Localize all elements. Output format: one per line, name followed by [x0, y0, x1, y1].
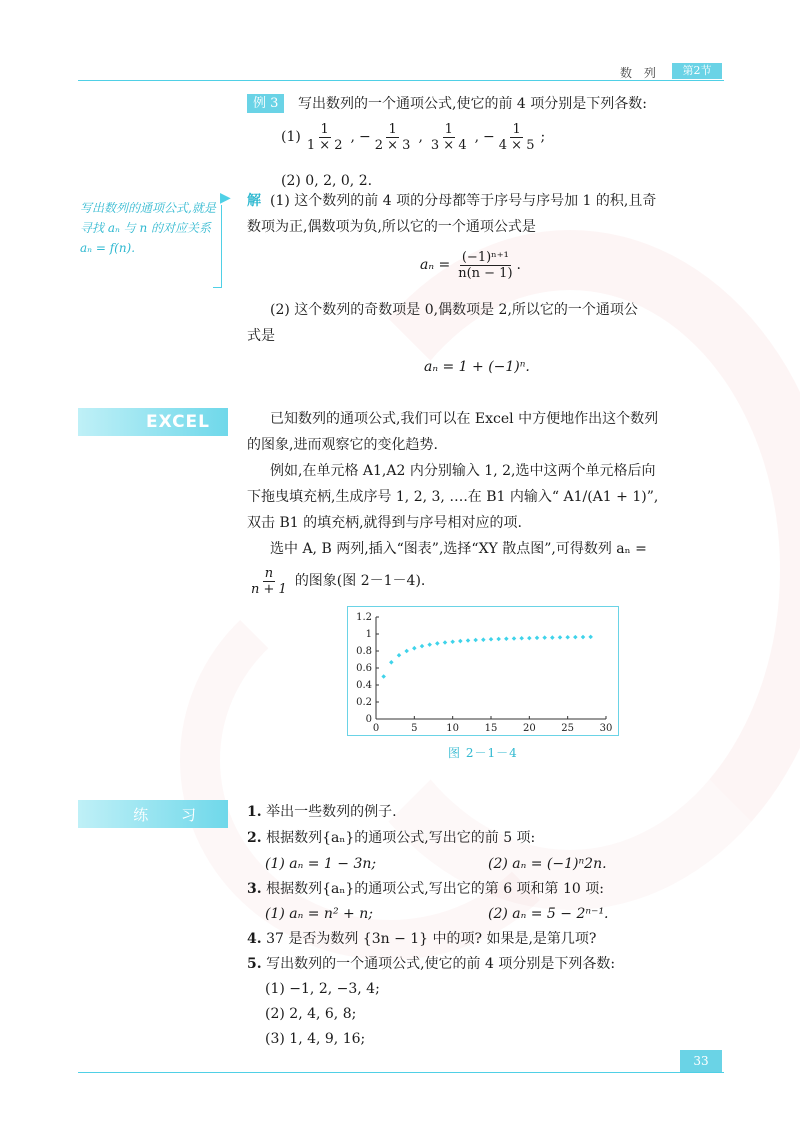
exercise-number: 1. [247, 804, 262, 820]
data-point [435, 641, 440, 646]
formula-1 [420, 250, 521, 281]
part1-end: ; [540, 129, 546, 146]
example-prompt: 写出数列的一个通项公式,使它的前 4 项分别是下列各数: [298, 96, 647, 112]
header-section-title: 数 列 [620, 66, 660, 80]
data-point [412, 646, 417, 651]
example-part1 [281, 122, 545, 153]
exercise-2b: (2) aₙ = (−1)ⁿ2n. [488, 856, 607, 872]
side-note: 写出数列的通项公式,就是寻找 aₙ 与 n 的对应关系 aₙ = f(n). [80, 201, 216, 255]
exercise-3a: (1) aₙ = n² + n; [265, 906, 373, 922]
fraction [429, 122, 469, 153]
exercise-item-5 [247, 955, 615, 973]
x-tick-label: 30 [599, 723, 613, 734]
data-point [504, 636, 509, 641]
exercise-item-1 [247, 803, 397, 821]
solution-p2-line2: 式是 [247, 328, 275, 344]
exercise-item-2 [247, 829, 535, 847]
fraction-denominator: 2 × 3 [374, 138, 411, 153]
x-tick-label: 0 [372, 723, 380, 734]
exercise-text: 写出数列的一个通项公式,使它的前 4 项分别是下列各数: [266, 956, 616, 972]
fraction-separator: , [474, 129, 480, 146]
scatter-chart-frame [347, 606, 619, 736]
x-tick-label: 15 [484, 723, 498, 734]
figure-caption: 图 2－1－4 [448, 746, 518, 760]
data-point [535, 636, 540, 641]
data-point [573, 635, 578, 640]
fraction-numerator: 1 [320, 122, 329, 137]
excel-para2-line1: 例如,在单元格 A1,A2 内分别输入 1, 2,选中这两个单元格后向 [270, 463, 656, 479]
solution-label: 解 [247, 193, 261, 209]
formula1-denominator: n(n − 1) [458, 266, 513, 281]
exercise-text: 37 是否为数列 {3n − 1} 中的项? 如果是,是第几项? [266, 931, 597, 947]
data-point [481, 637, 486, 642]
excel-para2-line2: 下拖曳填充柄,生成序号 1, 2, 3, ….在 B1 内输入“ A1/(A1 + 1)”, [247, 489, 659, 505]
data-point [473, 638, 478, 643]
exercise-text: 根据数列{aₙ}的通项公式,写出它的第 6 项和第 10 项: [266, 881, 604, 897]
data-point [550, 635, 555, 640]
x-tick-label: 5 [411, 723, 418, 734]
fraction [497, 122, 537, 153]
fraction-denominator: 4 × 5 [498, 138, 535, 153]
footer-rule [78, 1072, 724, 1073]
fraction-separator: , [350, 129, 355, 146]
data-point [427, 642, 432, 647]
excel-para1-line1: 已知数列的通项公式,我们可以在 Excel 中方便地作出这个数列 [270, 411, 659, 427]
excel-para3-line1: 选中 A, B 两列,插入“图表”,选择“XY 散点图”,可得数列 aₙ = [270, 541, 647, 557]
exercise-item-4 [247, 930, 596, 948]
excel-frac-den: n + 1 [251, 582, 287, 597]
fraction-numerator: 1 [444, 122, 453, 137]
exercise-5-part3: (3) 1, 4, 9, 16; [265, 1031, 366, 1047]
fraction-denominator: 1 × 2 [306, 138, 343, 153]
exercise-3b: (2) aₙ = 5 − 2ⁿ⁻¹. [488, 906, 609, 922]
data-point [489, 637, 494, 642]
solution-p1-line2: 数项为正,偶数项为负,所以它的一个通项公式是 [247, 219, 536, 235]
fraction-denominator: 3 × 4 [430, 138, 467, 153]
data-point [381, 674, 386, 679]
scatter-chart [348, 607, 618, 735]
excel-para3-line2 [247, 566, 425, 597]
y-tick-label: 1.2 [356, 612, 372, 623]
exercise-number: 4. [247, 931, 262, 947]
data-point [542, 635, 547, 640]
example-badge: 例 3 [247, 94, 284, 113]
fraction-numerator: 1 [388, 122, 397, 137]
data-point [581, 635, 586, 640]
fraction-separator: , [418, 129, 423, 146]
exercise-section-bar [78, 800, 228, 828]
data-point [466, 638, 471, 643]
data-point [443, 640, 448, 645]
exercise-5-part1: (1) −1, 2, −3, 4; [265, 981, 380, 997]
page-number: 33 [680, 1050, 722, 1072]
excel-para3-tail: 的图象(图 2－1－4). [294, 573, 426, 590]
data-point [558, 635, 563, 640]
data-point [496, 637, 501, 642]
excel-fraction [249, 566, 289, 597]
data-point [389, 660, 394, 665]
header-rule [78, 80, 724, 81]
exercise-badge: 练 习 [133, 806, 210, 824]
part1-fraction-list [303, 122, 539, 153]
x-tick-label: 20 [522, 723, 536, 734]
formula1-tail: . [516, 257, 521, 274]
fraction-sign: − [483, 129, 495, 146]
exercise-text: 根据数列{aₙ}的通项公式,写出它的前 5 项: [266, 830, 536, 846]
data-point [519, 636, 524, 641]
y-tick-label: 0.2 [356, 697, 372, 708]
fraction [373, 122, 413, 153]
side-note-arrow-icon: ▶ [220, 190, 231, 206]
y-tick-label: 0.8 [356, 646, 372, 657]
data-point [450, 639, 455, 644]
part1-label: (1) [281, 129, 301, 146]
data-point [404, 649, 409, 654]
fraction-numerator: 1 [512, 122, 521, 137]
header-section-tag: 第2节 [672, 63, 722, 79]
y-tick-label: 0.4 [356, 680, 372, 691]
exercise-item-3 [247, 880, 604, 898]
excel-frac-num: n [264, 566, 274, 581]
data-point [588, 635, 593, 640]
fraction [305, 122, 345, 153]
excel-section-bar [78, 408, 228, 436]
solution-p2-line1: (2) 这个数列的奇数项是 0,偶数项是 2,所以它的一个通项公 [270, 302, 638, 318]
formula1-numerator: (−1)ⁿ⁺¹ [461, 250, 509, 265]
data-point [512, 636, 517, 641]
exercise-text: 举出一些数列的例子. [266, 804, 397, 820]
fraction-sign: − [359, 129, 371, 146]
data-point [458, 639, 463, 644]
formula1-lhs: aₙ = [420, 257, 451, 274]
data-point [565, 635, 570, 640]
excel-badge: EXCEL [145, 412, 210, 432]
x-tick-label: 10 [446, 723, 460, 734]
y-tick-label: 0.6 [356, 663, 372, 674]
excel-para2-line3: 双击 B1 的填充柄,就得到与序号相对应的项. [247, 515, 522, 531]
exercise-number: 5. [247, 956, 262, 972]
formula1-fraction [456, 250, 514, 281]
data-point [397, 653, 402, 658]
exercise-5-part2: (2) 2, 4, 6, 8; [265, 1006, 357, 1022]
exercise-number: 2. [247, 830, 262, 846]
example-part2: (2) 0, 2, 0, 2. [281, 173, 373, 189]
solution-p1-line1: (1) 这个数列的前 4 项的分母都等于序号与序号加 1 的积,且奇 [270, 193, 657, 209]
x-tick-label: 25 [561, 723, 575, 734]
exercise-number: 3. [247, 881, 262, 897]
exercise-2a: (1) aₙ = 1 − 3n; [265, 856, 377, 872]
formula-2: aₙ = 1 + (−1)ⁿ. [424, 359, 530, 375]
data-point [527, 636, 532, 641]
y-tick-label: 0 [365, 714, 372, 725]
side-note-bracket [213, 205, 222, 288]
excel-para1-line2: 的图象,进而观察它的变化趋势. [247, 437, 438, 453]
data-point [420, 644, 425, 649]
y-tick-label: 1 [365, 629, 372, 640]
